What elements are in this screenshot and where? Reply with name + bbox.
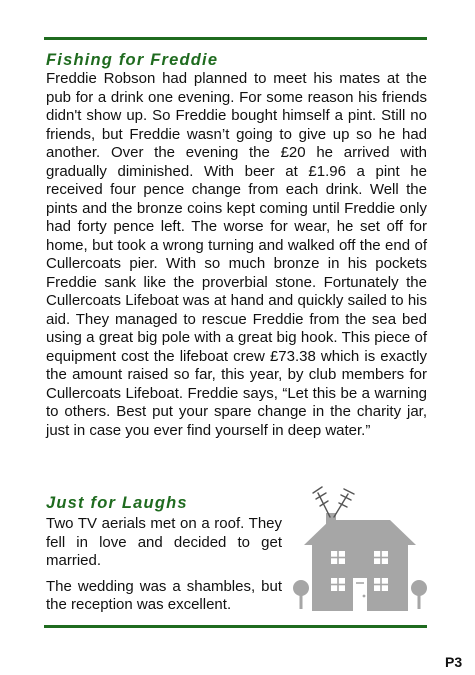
top-divider bbox=[44, 37, 427, 40]
laughs-paragraph-2: The wedding was a shambles, but the reception was excellent. bbox=[46, 577, 282, 613]
bottom-divider bbox=[44, 625, 427, 628]
laughs-title: Just for Laughs bbox=[46, 494, 188, 512]
article-body: Freddie Robson had planned to meet his mates at the pub for a drink one evening. For some reason his friends didn't show up. So Freddie bought himself a pint. Still no friends, but Freddie wasn’t going to give up so he had another. Over the evening the £20 he arrived with gradually diminished. With beer at £1.96 a pint he received four pence change from each drink. Well the pints and the bronze coins kept coming until Freddie only had forty pence left. The worse for wear, he set off for home, but took a wrong turning and walked off the end of Cullercoats pier. With so much bronze in his pockets Freddie sank like the proverbial stone. Fortunately the Cullercoats Lifeboat was at hand and quickly sailed to his aid. They managed to rescue Freddie from the sea bed using a great big pole with a great big hook. This piece of equipment cost the lifeboat crew £73.38 which is exactly the amount raised so far, this year, by club members for Cullercoats Lifeboat. Freddie says, “Let this be a warning to others. Best put your spare change in the charity jar, just in case you ever find yourself in deep water.” bbox=[46, 70, 427, 439]
page-number: P3 bbox=[445, 654, 463, 670]
laughs-paragraph-1: Two TV aerials met on a roof. They fell in love and decided to get married. bbox=[46, 515, 282, 569]
laughs-text bbox=[46, 515, 282, 622]
article-title: Fishing for Freddie bbox=[46, 51, 219, 69]
house-with-tv-aerials-icon bbox=[290, 485, 430, 615]
